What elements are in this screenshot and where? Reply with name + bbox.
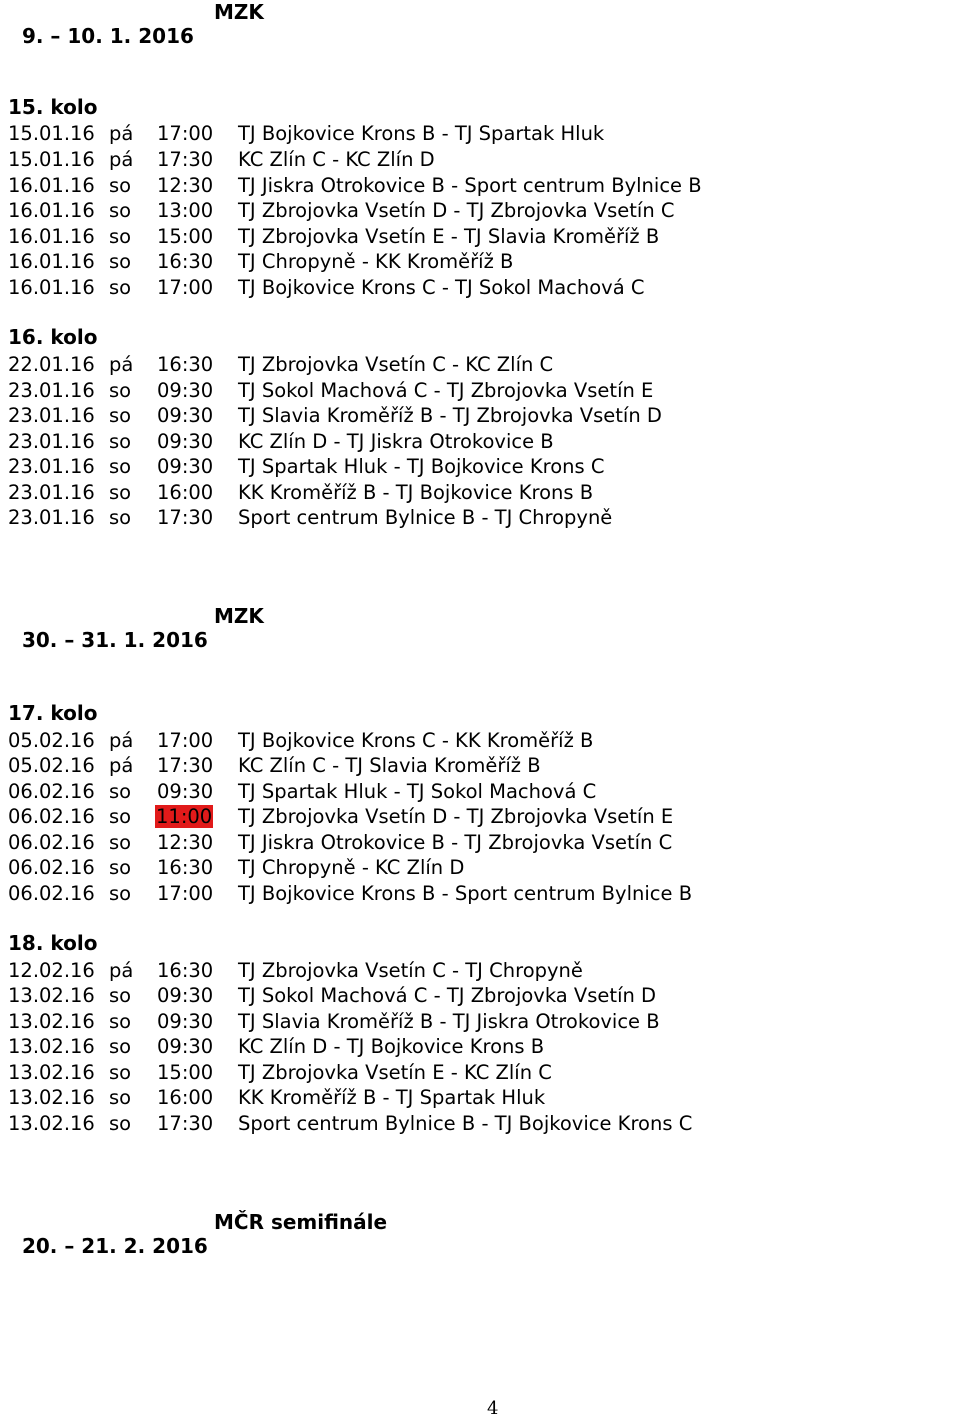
match-day: so (109, 506, 132, 529)
match-day: so (109, 404, 132, 427)
match-teams: KC Zlín C - KC Zlín D (238, 148, 435, 171)
match-teams: TJ Chropyně - KK Kroměříž B (238, 250, 514, 273)
match-day: so (109, 174, 132, 197)
match-time: 17:00 (157, 729, 214, 752)
match-time: 17:00 (157, 882, 214, 905)
match-teams: TJ Slavia Kroměříž B - TJ Jiskra Otrokovice B (238, 1010, 660, 1033)
match-time: 12:30 (157, 174, 214, 197)
match-date: 13.02.16 (8, 1061, 95, 1084)
match-date: 16.01.16 (8, 276, 95, 299)
match-date: 06.02.16 (8, 805, 95, 828)
match-date: 22.01.16 (8, 353, 95, 376)
match-day: pá (109, 729, 134, 752)
title-dates: 30. – 31. 1. 2016 (21, 628, 208, 652)
match-date: 23.01.16 (8, 506, 95, 529)
match-day: so (109, 984, 132, 1007)
match-time: 17:00 (157, 122, 214, 145)
match-day: so (109, 882, 132, 905)
match-day: so (109, 455, 132, 478)
match-time: 09:30 (157, 780, 214, 803)
match-time: 15:00 (157, 225, 214, 248)
match-day: so (109, 805, 132, 828)
title-dates: 9. – 10. 1. 2016 (21, 24, 194, 48)
match-time: 17:30 (157, 1112, 214, 1135)
match-date: 13.02.16 (8, 1086, 95, 1109)
match-date: 15.01.16 (8, 122, 95, 145)
title-event: MZK (214, 604, 264, 628)
match-date: 13.02.16 (8, 1035, 95, 1058)
match-day: so (109, 250, 132, 273)
match-time: 16:30 (157, 353, 214, 376)
section-title-1 (8, 0, 264, 72)
match-day: pá (109, 148, 134, 171)
round-18-heading: 18. kolo (8, 931, 98, 955)
match-teams: TJ Spartak Hluk - TJ Sokol Machová C (238, 780, 597, 803)
match-time-highlighted: 11:00 (156, 805, 213, 828)
title-event: MZK (214, 0, 264, 24)
match-day: so (109, 1086, 132, 1109)
match-day: so (109, 1061, 132, 1084)
title-event: MČR semifinále (214, 1210, 388, 1234)
match-time: 16:00 (157, 1086, 214, 1109)
match-date: 23.01.16 (8, 379, 95, 402)
match-time: 13:00 (157, 199, 214, 222)
match-time: 17:00 (157, 276, 214, 299)
match-teams: TJ Bojkovice Krons B - TJ Spartak Hluk (238, 122, 605, 145)
match-date: 16.01.16 (8, 174, 95, 197)
match-teams: TJ Chropyně - KC Zlín D (238, 856, 465, 879)
match-teams: TJ Zbrojovka Vsetín C - KC Zlín C (238, 353, 554, 376)
match-teams: KK Kroměříž B - TJ Bojkovice Krons B (238, 481, 594, 504)
match-date: 16.01.16 (8, 250, 95, 273)
match-teams: KK Kroměříž B - TJ Spartak Hluk (238, 1086, 546, 1109)
match-date: 05.02.16 (8, 754, 95, 777)
page-number: 4 (487, 1398, 499, 1419)
match-time: 17:30 (157, 148, 214, 171)
match-time: 09:30 (157, 404, 214, 427)
match-teams: TJ Zbrojovka Vsetín D - TJ Zbrojovka Vsetín C (238, 199, 675, 222)
match-time: 17:30 (157, 506, 214, 529)
match-date: 06.02.16 (8, 780, 95, 803)
match-day: so (109, 225, 132, 248)
match-day: so (109, 481, 132, 504)
match-date: 13.02.16 (8, 1112, 95, 1135)
match-date: 23.01.16 (8, 455, 95, 478)
match-day: so (109, 1112, 132, 1135)
match-teams: Sport centrum Bylnice B - TJ Bojkovice Krons C (238, 1112, 693, 1135)
match-teams: TJ Bojkovice Krons C - KK Kroměříž B (238, 729, 594, 752)
match-teams: TJ Zbrojovka Vsetín E - KC Zlín C (238, 1061, 552, 1084)
round-15-heading: 15. kolo (8, 95, 98, 119)
match-day: pá (109, 122, 134, 145)
round-17-heading: 17. kolo (8, 701, 98, 725)
match-day: so (109, 430, 132, 453)
match-teams: TJ Jiskra Otrokovice B - TJ Zbrojovka Vsetín C (238, 831, 673, 854)
match-teams: TJ Bojkovice Krons B - Sport centrum Bylnice B (238, 882, 693, 905)
match-teams: TJ Zbrojovka Vsetín E - TJ Slavia Kroměříž B (238, 225, 660, 248)
match-time: 09:30 (157, 984, 214, 1007)
match-day: so (109, 199, 132, 222)
match-teams: TJ Sokol Machová C - TJ Zbrojovka Vsetín E (238, 379, 654, 402)
match-teams: TJ Spartak Hluk - TJ Bojkovice Krons C (238, 455, 605, 478)
match-time: 09:30 (157, 430, 214, 453)
match-date: 16.01.16 (8, 199, 95, 222)
match-day: so (109, 831, 132, 854)
title-dates: 20. – 21. 2. 2016 (21, 1234, 208, 1258)
match-time: 16:30 (157, 250, 214, 273)
match-teams: KC Zlín D - TJ Bojkovice Krons B (238, 1035, 545, 1058)
match-teams: Sport centrum Bylnice B - TJ Chropyně (238, 506, 613, 529)
match-date: 12.02.16 (8, 959, 95, 982)
match-time: 15:00 (157, 1061, 214, 1084)
match-day: so (109, 379, 132, 402)
match-teams: TJ Jiskra Otrokovice B - Sport centrum Bylnice B (238, 174, 702, 197)
match-time: 16:30 (157, 856, 214, 879)
round-16-heading: 16. kolo (8, 325, 98, 349)
match-date: 05.02.16 (8, 729, 95, 752)
match-day: pá (109, 353, 134, 376)
match-time: 17:30 (157, 754, 214, 777)
section-title-3 (8, 1210, 388, 1282)
match-time: 09:30 (157, 1010, 214, 1033)
match-time: 09:30 (157, 455, 214, 478)
match-day: so (109, 780, 132, 803)
match-date: 06.02.16 (8, 831, 95, 854)
match-date: 15.01.16 (8, 148, 95, 171)
match-day: so (109, 276, 132, 299)
match-day: pá (109, 959, 134, 982)
match-time: 09:30 (157, 379, 214, 402)
match-teams: TJ Zbrojovka Vsetín C - TJ Chropyně (238, 959, 583, 982)
match-teams: KC Zlín C - TJ Slavia Kroměříž B (238, 754, 541, 777)
match-time: 09:30 (157, 1035, 214, 1058)
match-time: 12:30 (157, 831, 214, 854)
match-date: 23.01.16 (8, 404, 95, 427)
match-time: 16:30 (157, 959, 214, 982)
match-teams: TJ Zbrojovka Vsetín D - TJ Zbrojovka Vsetín E (238, 805, 674, 828)
match-day: so (109, 856, 132, 879)
match-day: pá (109, 754, 134, 777)
match-teams: TJ Slavia Kroměříž B - TJ Zbrojovka Vsetín D (238, 404, 662, 427)
match-day: so (109, 1035, 132, 1058)
match-teams: KC Zlín D - TJ Jiskra Otrokovice B (238, 430, 554, 453)
match-date: 06.02.16 (8, 882, 95, 905)
match-teams: TJ Bojkovice Krons C - TJ Sokol Machová C (238, 276, 645, 299)
match-day: so (109, 1010, 132, 1033)
section-title-2 (8, 604, 264, 676)
match-time: 16:00 (157, 481, 214, 504)
match-teams: TJ Sokol Machová C - TJ Zbrojovka Vsetín D (238, 984, 657, 1007)
match-date: 23.01.16 (8, 430, 95, 453)
match-date: 23.01.16 (8, 481, 95, 504)
match-date: 16.01.16 (8, 225, 95, 248)
match-date: 13.02.16 (8, 984, 95, 1007)
match-date: 13.02.16 (8, 1010, 95, 1033)
match-date: 06.02.16 (8, 856, 95, 879)
